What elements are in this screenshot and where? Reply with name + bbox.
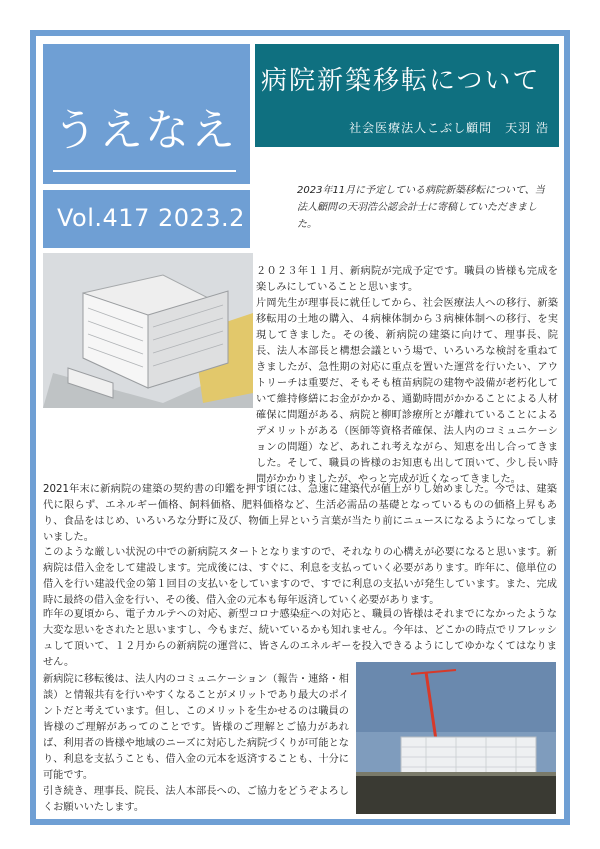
paragraph-5: 昨年の夏頃から、電子カルテへの対応、新型コロナ感染症への対応と、職員の皆様はそれまでになかったような大変な思いをされたと思いますし、今もまだ、続いているかも知れません。今年は、どこかの時点でリフレッシュして頂いて、１２月からの新病院の運営に、皆さんのエネルギーを投入できるようにしてゆかなくてはなりません。	[43, 609, 557, 668]
construction-site-photo	[356, 662, 556, 814]
volume-label: Vol.417 2023.2	[57, 204, 245, 232]
article-intro: 2023年11月に予定している病院新築移転について、当法人顧問の天羽浩公認会計士に寄稿していただきました。	[297, 185, 545, 230]
hospital-model-illustration	[43, 253, 253, 408]
article-banner	[255, 44, 559, 147]
paragraph-4: このような厳しい状況の中での新病院スタートとなりますので、それなりの心構えが必要になると思います。新病院は借入金をして建設します。完成後には、すぐに、利息を支払っていく必要があります。昨年に、億単位の借入を行い建設代金の第１回目の支払いをしていますので、すでに利息の支払いが発生しています。また、完成時に最終の借入金を行い、その後、借入金の元本も毎年返済していく必要があります。	[43, 547, 557, 606]
paragraph-2-wrap	[256, 296, 558, 488]
paragraph-7: 引き続き、理事長、院長、法人本部長への、ご協力をどうぞよろしくお願いいたします。	[43, 786, 349, 813]
paragraph-6: 新病院に移転後は、法人内のコミュニケーション（報告・連絡・相談）と情報共有を行いやすくなることがメリットであり最大のポイントだと考えています。但し、このメリットを生かせるのは職員の皆様のご理解があってのことです。皆様のご理解とご協力があれば、利用者の皆様や地域のニーズに対応した病院づくりが可能となり、利息を支払うことも、借入金の元本を返済することも、十分に可能です。	[43, 674, 349, 781]
masthead-underline	[53, 170, 236, 172]
article-title: 病院新築移転について	[261, 66, 541, 96]
construction-site-illustration	[356, 662, 556, 814]
paragraph-2: 片岡先生が理事長に就任してから、社会医療法人への移行、新築移転用の土地の購入、４病棟体制から３病棟体制への移行、を実現してきました。その後、新病院の建築に向けて、理事長、院長、法人本部長と構想会議という場で、いろいろな検討を重ねてきましたが、急性期の対応に重点を置いた運営を行いたい、アウトリーチは重要だ、そもそも植苗病院の建物や設備が老朽化していて維持修繕にお金がかかる、通勤時間がかかることによる人材確保に問題がある、病院と柳町診療所とが離れていることによるデメリットがある（医師等資格者確保、法人内のコミュニケーションの問題）など、あれこれ考えながら、知恵を出し合ってきました。そして、職員の皆様のお知恵も出して頂いて、少し長い時間がかかりましたが、やっと完成が近くなってきました。	[256, 298, 558, 485]
article-author: 社会医療法人こぶし顧問 天羽 浩	[349, 121, 549, 135]
hospital-model-photo	[43, 253, 253, 408]
paragraph-3: 2021年末に新病院の建築の契約書の印鑑を押す頃には、急速に建築代が値上がりし始めました。今では、建築代に限らず、エネルギー価格、飼料価格、肥料価格など、生活必需品の基礎となっているものの価格上昇もあり、食品をはじめ、いろいろな分野に及び、物価上昇という言葉が当たり前にニュースになるようになってしまいました。	[43, 484, 557, 543]
paragraph-1: ２０２３年１１月、新病院が完成予定です。職員の皆様も完成を楽しみにしていることと思います。	[256, 266, 558, 293]
masthead-title-block	[43, 44, 250, 184]
masthead-title: うえなえ	[53, 105, 237, 156]
volume-block	[43, 190, 250, 248]
